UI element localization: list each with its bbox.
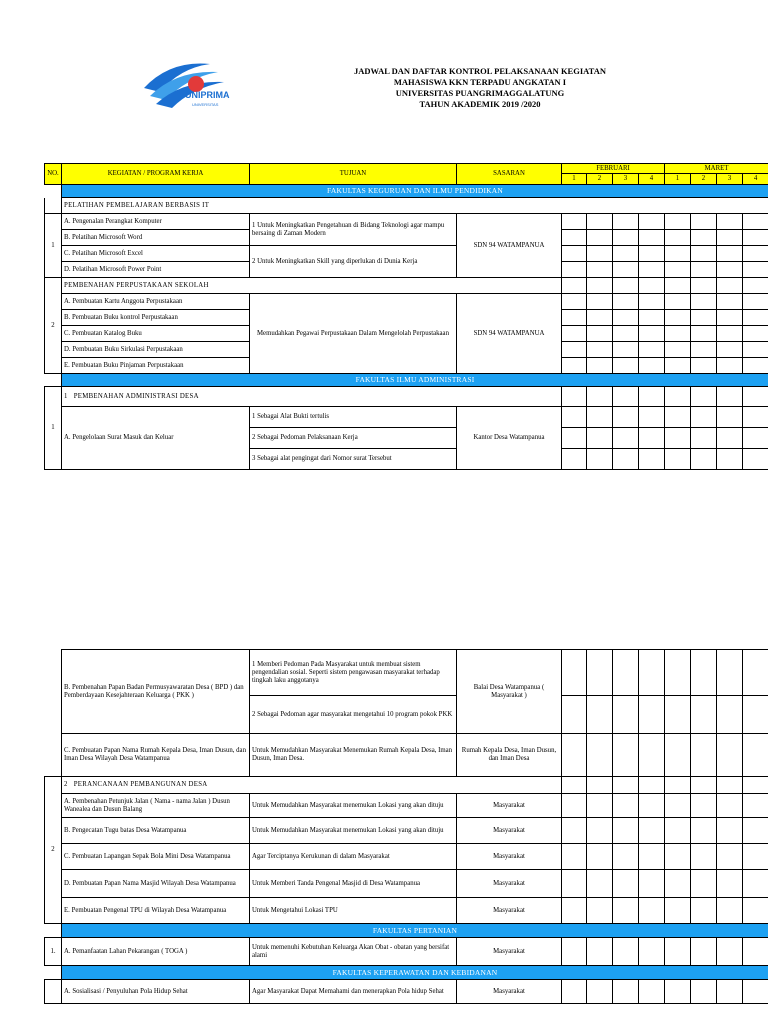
col-tujuan: TUJUAN bbox=[250, 164, 457, 185]
objective: Untuk Memudahkan Masyarakat menemukan Lokasi yang akan dituju bbox=[250, 794, 457, 818]
activity-item: B. Pengecatan Tugu batas Desa Watampanua bbox=[62, 818, 250, 844]
title-line-2: MAHASISWA KKN TERPADU ANGKATAN I bbox=[393, 77, 567, 87]
target: Masyarakat bbox=[457, 898, 562, 924]
row-number: 2 bbox=[45, 777, 62, 924]
target: Masyarakat bbox=[457, 938, 562, 966]
activity-item: A. Pemanfaatan Lahan Pekarangan ( TOGA ) bbox=[62, 938, 250, 966]
target: Kantor Desa Watampanua bbox=[457, 407, 562, 470]
row-number: 1. bbox=[45, 938, 62, 966]
objective: Memudahkan Pegawai Perpustakaan Dalam Mengelolah Perpustakaan bbox=[250, 294, 457, 374]
objective: 1 Untuk Meningkatkan Pengetahuan di Bidang Teknologi agar mampu bersaing di Zaman Modern bbox=[250, 214, 457, 246]
target: Masyarakat bbox=[457, 794, 562, 818]
row-number: 1 bbox=[45, 387, 62, 470]
logo-subtext: UNIVERSITAS bbox=[192, 102, 219, 107]
activity-item: D. Pelatihan Microsoft Power Point bbox=[62, 262, 250, 278]
target: Balai Desa Watampanua ( Masyarakat ) bbox=[457, 650, 562, 734]
faculty-header-faperta: FAKULTAS PERTANIAN bbox=[62, 924, 768, 938]
activity-item: E. Pembuatan Buku Pinjaman Perpustakaan bbox=[62, 358, 250, 374]
target: SDN 94 WATAMPANUA bbox=[457, 294, 562, 374]
week-3: 3 bbox=[613, 174, 639, 185]
title-line-3: UNIVERSITAS PUANGRIMAGGALATUNG bbox=[395, 88, 565, 98]
col-februari: FEBRUARI bbox=[562, 164, 665, 174]
section-title: PEMBENAHAN PERPUSTAKAAN SEKOLAH bbox=[62, 278, 562, 294]
title-line-1: JADWAL DAN DAFTAR KONTROL PELAKSANAAN KEGIATAN bbox=[354, 66, 606, 76]
faculty-header-fkeb: FAKULTAS KEPERAWATAN DAN KEBIDANAN bbox=[62, 966, 768, 980]
activity-item: B. Pembenahan Papan Badan Permusyawaratan Desa ( BPD ) dan Pemberdayaan Kesejahteraan Keluarga ( PKK ) bbox=[62, 650, 250, 734]
activity-item: D. Pembuatan Buku Sirkulasi Perpustakaan bbox=[62, 342, 250, 358]
objective: 1 Sebagai Alat Bukti tertulis bbox=[250, 407, 457, 428]
objective: Agar Terciptanya Kerukunan di dalam Masyarakat bbox=[250, 844, 457, 870]
week-2: 2 bbox=[587, 174, 613, 185]
objective: Agar Masyarakat Dapat Memahami dan menerapkan Pola hidup Sehat bbox=[250, 980, 457, 1004]
objective: Untuk memenuhi Kebutuhan Keluarga Akan Obat - obatan yang bersifat alami bbox=[250, 938, 457, 966]
objective: 2 Sebagai Pedoman agar masyarakat mengetahui 10 program pokok PKK bbox=[250, 696, 457, 734]
objective: Untuk Memudahkan Masyarakat Menemukan Rumah Kepala Desa, Iman Dusun, Iman Desa. bbox=[250, 734, 457, 777]
objective: 1 Memberi Pedoman Pada Masyarakat untuk membuat sistem pengendalian sosial. Seperti sistem pengawasan masyarakat terhadap tingkah laku anggotanya bbox=[250, 650, 457, 696]
activity-item: A. Sosialisasi / Penyuluhan Pola Hidup Sehat bbox=[62, 980, 250, 1004]
activity-item: B. Pembuatan Buku kontrol Perpustakaan bbox=[62, 310, 250, 326]
faculty-header-fkip: FAKULTAS KEGURUAN DAN ILMU PENDIDIKAN bbox=[62, 185, 768, 198]
uniprima-logo bbox=[140, 58, 230, 126]
target: Rumah Kepala Desa, Iman Dusun, dan Iman Desa bbox=[457, 734, 562, 777]
target: Masyarakat bbox=[457, 818, 562, 844]
col-no: NO. bbox=[45, 164, 62, 185]
week-1: 1 bbox=[665, 174, 691, 185]
week-4: 4 bbox=[639, 174, 665, 185]
target: Masyarakat bbox=[457, 980, 562, 1004]
week-1: 1 bbox=[562, 174, 587, 185]
schedule-table-page-2 bbox=[44, 649, 768, 1004]
activity-item: D. Pembuatan Papan Nama Masjid Wilayah Desa Watampanua bbox=[62, 870, 250, 898]
document-title bbox=[300, 66, 660, 110]
faculty-header-fia: FAKULTAS ILMU ADMINISTRASI bbox=[62, 374, 768, 387]
objective: Untuk Mengetahui Lokasi TPU bbox=[250, 898, 457, 924]
activity-item: C. Pembuatan Katalog Buku bbox=[62, 326, 250, 342]
col-sasaran: SASARAN bbox=[457, 164, 562, 185]
activity-item: A. Pengenalan Perangkat Komputer bbox=[62, 214, 250, 230]
logo-text: UNIPRIMA bbox=[185, 90, 230, 100]
target: Masyarakat bbox=[457, 870, 562, 898]
section-title: PELATIHAN PEMBELAJARAN BERBASIS IT bbox=[62, 198, 562, 214]
objective: 2 Untuk Meningkatkan Skill yang diperlukan di Dunia Kerja bbox=[250, 246, 457, 278]
activity-item: A. Pengelolaan Surat Masuk dan Keluar bbox=[62, 407, 250, 470]
schedule-table-page-1 bbox=[44, 163, 768, 470]
activity-item: E. Pembuatan Pengenal TPU di Wilayah Desa Watampanua bbox=[62, 898, 250, 924]
week-2: 2 bbox=[691, 174, 717, 185]
section-title: 2 PERANCANAAN PEMBANGUNAN DESA bbox=[62, 777, 562, 794]
activity-item: A. Pembenahan Petunjuk Jalan ( Nama - nama Jalan ) Dusun Wanealea dan Dusun Balang bbox=[62, 794, 250, 818]
col-maret: MARET bbox=[665, 164, 768, 174]
objective: 3 Sebagai alat pengingat dari Nomor surat Tersebut bbox=[250, 449, 457, 470]
activity-item: C. Pelatihan Microsoft Excel bbox=[62, 246, 250, 262]
activity-item: B. Pelatihan Microsoft Word bbox=[62, 230, 250, 246]
row-number: 2 bbox=[45, 278, 62, 374]
activity-item: A. Pembuatan Kartu Anggota Perpustakaan bbox=[62, 294, 250, 310]
title-line-4: TAHUN AKADEMIK 2019 /2020 bbox=[419, 99, 541, 109]
target: Masyarakat bbox=[457, 844, 562, 870]
week-3: 3 bbox=[717, 174, 743, 185]
section-title: 1 PEMBENAHAN ADMINISTRASI DESA bbox=[62, 387, 562, 407]
week-4: 4 bbox=[743, 174, 768, 185]
objective: 2 Sebagai Pedoman Pelaksanaan Kerja bbox=[250, 428, 457, 449]
activity-item: C. Pembuatan Papan Nama Rumah Kepala Desa, Iman Dusun, dan Iman Desa Wilayah Desa Watampanua bbox=[62, 734, 250, 777]
activity-item: C. Pembuatan Lapangan Sepak Bola Mini Desa Watampanua bbox=[62, 844, 250, 870]
col-kegiatan: KEGIATAN / PROGRAM KERJA bbox=[62, 164, 250, 185]
row-number: 1 bbox=[45, 214, 62, 278]
target: SDN 94 WATAMPANUA bbox=[457, 214, 562, 278]
objective: Untuk Memberi Tanda Pengenal Masjid di Desa Watampanua bbox=[250, 870, 457, 898]
objective: Untuk Memudahkan Masyarakat menemukan Lokasi yang akan dituju bbox=[250, 818, 457, 844]
